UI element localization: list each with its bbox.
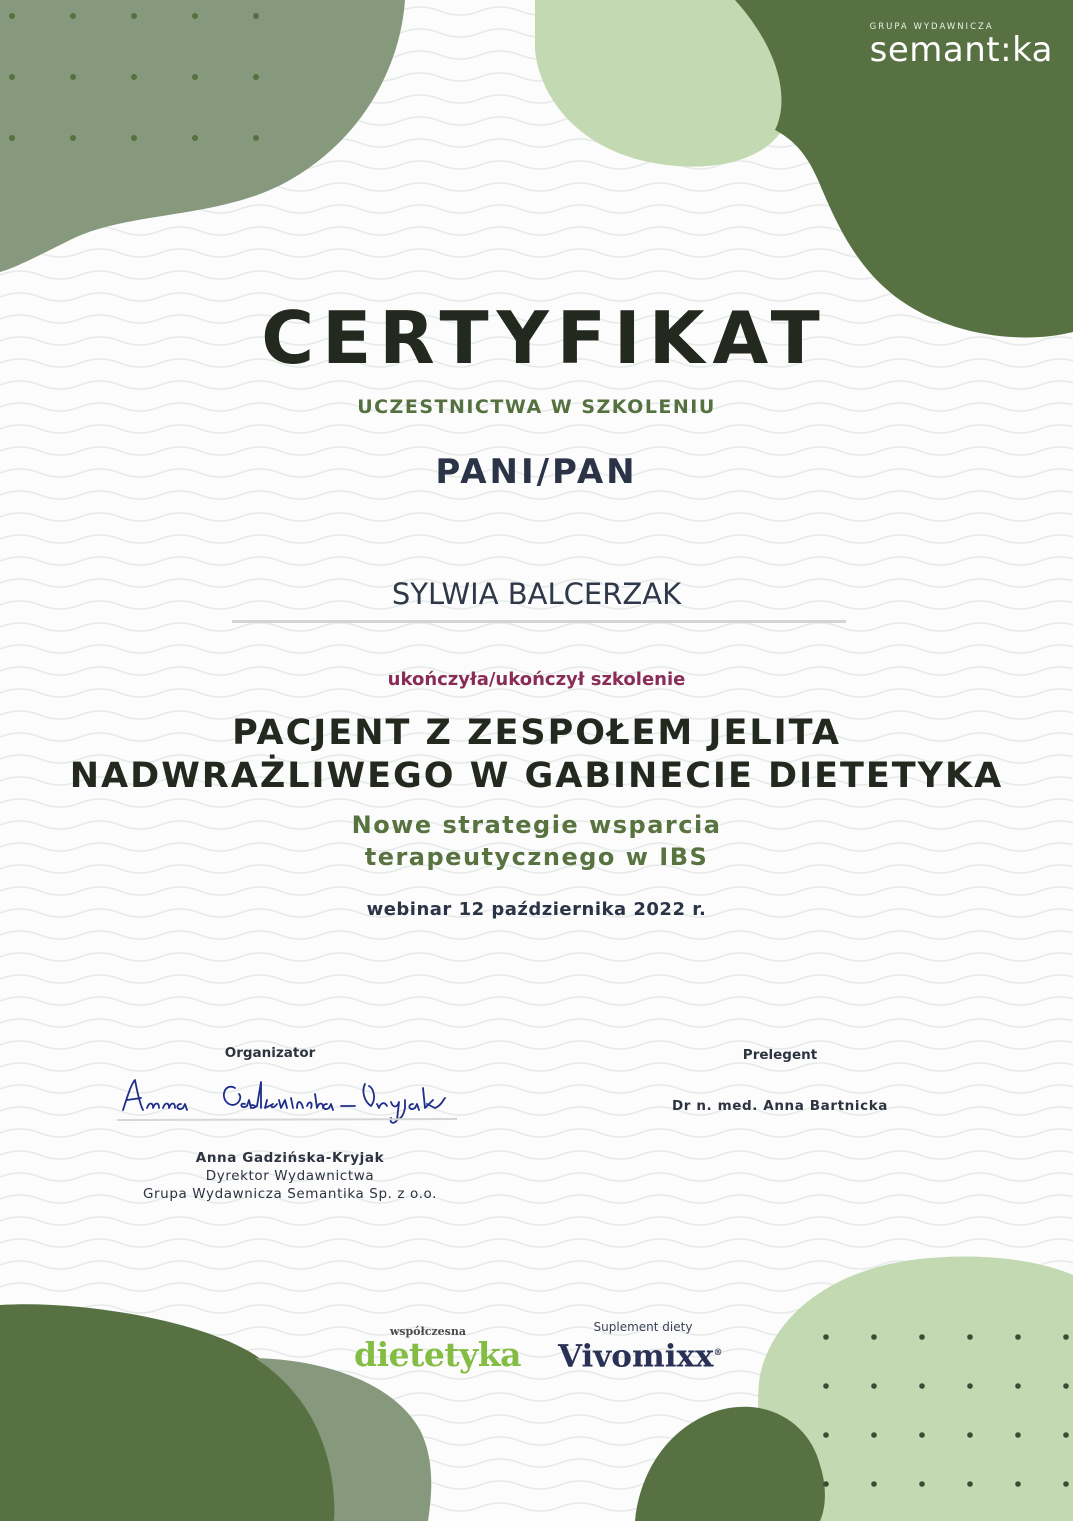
organizer-info — [100, 1149, 480, 1203]
organizer-label: Organizator — [224, 1045, 316, 1061]
organizer-signature — [115, 1068, 460, 1128]
publisher-logo-name: semant:ka — [869, 30, 1053, 70]
salutation: PANI/PAN — [435, 452, 638, 492]
certificate-title: CERTYFIKAT — [261, 296, 828, 380]
speaker-name: Dr n. med. Anna Bartnicka — [671, 1098, 889, 1114]
organizer-role: Dyrektor Wydawnictwa — [205, 1168, 375, 1184]
participant-name: SYLWIA BALCERZAK — [391, 577, 682, 611]
dietetyka-logo-small: współczesna — [389, 1325, 466, 1338]
vivomixx-logo — [558, 1320, 738, 1375]
speaker-label: Prelegent — [742, 1047, 818, 1063]
course-subtitle-line-2: terapeutycznego w IBS — [364, 843, 709, 871]
organizer-company: Grupa Wydawnicza Semantika Sp. z o.o. — [142, 1186, 438, 1202]
completed-text: ukończyła/ukończył szkolenie — [387, 669, 686, 690]
top-right-light-blob — [535, 0, 792, 167]
course-title-line-1: PACJENT Z ZESPOŁEM JELITA — [232, 713, 841, 753]
semantika-logo — [870, 22, 1053, 68]
publisher-logo-caption: GRUPA WYDAWNICZA — [869, 22, 994, 32]
registered-mark: ® — [713, 1348, 723, 1358]
bottom-left-dark-blob — [0, 1304, 337, 1521]
organizer-name: Anna Gadzińska-Kryjak — [195, 1150, 385, 1166]
vivomixx-logo-big — [558, 1334, 738, 1375]
vivomixx-logo-small: Suplement diety — [593, 1320, 693, 1334]
top-left-blob — [0, 0, 405, 272]
course-title-line-2: NADWRAŻLIWEGO W GABINECIE DIETETYKA — [69, 756, 1004, 796]
dietetyka-logo-big: dietetyka — [354, 1335, 522, 1374]
dietetyka-logo — [354, 1326, 534, 1372]
vivomixx-logo-word: Vivomixx — [558, 1338, 714, 1375]
certificate-subtitle: UCZESTNICTWA W SZKOLENIU — [357, 396, 716, 418]
webinar-date: webinar 12 października 2022 r. — [366, 899, 707, 920]
course-subtitle-line-1: Nowe strategie wsparcia — [351, 811, 722, 839]
name-underline — [232, 620, 846, 623]
